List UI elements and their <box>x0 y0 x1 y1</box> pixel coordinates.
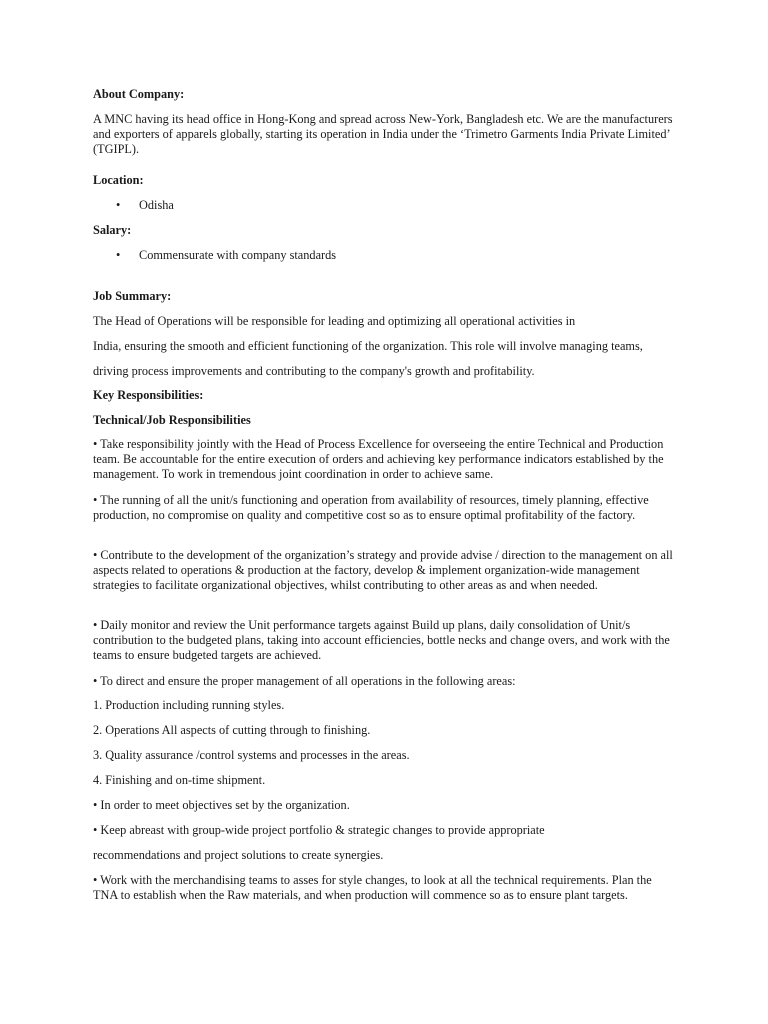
technical-responsibilities-subheading: Technical/Job Responsibilities <box>93 413 251 427</box>
job-summary-line-3: driving process improvements and contributing to the company's growth and profitability. <box>93 364 535 378</box>
location-value: Odisha <box>139 198 174 212</box>
key-responsibilities-heading: Key Responsibilities: <box>93 388 204 402</box>
responsibility-paragraph: recommendations and project solutions to create synergies. <box>93 848 384 862</box>
responsibility-paragraph: • Keep abreast with group-wide project portfolio & strategic changes to provide appropriate <box>93 823 545 837</box>
responsibility-paragraph: • Take responsibility jointly with the Head of Process Excellence for overseeing the entire Technical and Production team. Be accountable for the entire execution of orders and achieving key performance indicators established by the management. To work in tremendous joint coordination in order to achieve same. <box>93 437 664 481</box>
responsibility-paragraph: • Daily monitor and review the Unit performance targets against Build up plans, daily consolidation of Unit/s contribution to the budgeted plans, taking into account efficiencies, bottle necks and change overs, and work with the teams to ensure budgeted targets are achieved. <box>93 618 670 662</box>
responsibility-paragraph: • In order to meet objectives set by the organization. <box>93 798 350 812</box>
numbered-item: 4. Finishing and on-time shipment. <box>93 773 266 787</box>
location-list-item <box>116 198 616 213</box>
responsibility-paragraph: • The running of all the unit/s functioning and operation from availability of resources, timely planning, effective production, no compromise on quality and competitive cost so as to ensure optimal profitability of the factory. <box>93 493 649 522</box>
numbered-item: 3. Quality assurance /control systems and processes in the areas. <box>93 748 410 762</box>
numbered-item: 2. Operations All aspects of cutting through to finishing. <box>93 723 371 737</box>
about-heading: About Company: <box>93 87 185 101</box>
job-summary-line-2: India, ensuring the smooth and efficient functioning of the organization. This role will involve managing teams, <box>93 339 643 353</box>
salary-heading: Salary: <box>93 223 132 237</box>
salary-list-item <box>116 248 616 263</box>
responsibility-paragraph: • Work with the merchandising teams to asses for style changes, to look at all the technical requirements. Plan the TNA to establish when the Raw materials, and when production will commence so as to ensure plant targets. <box>93 873 652 902</box>
job-summary-heading: Job Summary: <box>93 289 172 303</box>
numbered-item: 1. Production including running styles. <box>93 698 285 712</box>
salary-value: Commensurate with company standards <box>139 248 337 262</box>
responsibility-paragraph: • Contribute to the development of the organization’s strategy and provide advise / direction to the management on all aspects related to operations & production at the factory, develop & implement organization-wide management strategies to facilitate organizational objectives, whilst contributing to other areas as and when needed. <box>93 548 673 592</box>
bullet-icon: • <box>116 248 121 262</box>
bullet-icon: • <box>116 198 121 212</box>
about-text: A MNC having its head office in Hong-Kong and spread across New-York, Bangladesh etc. We are the manufacturers and exporters of apparels globally, starting its operation in India under the ‘Trimetro Garments India Private Limited’ (TGIPL). <box>93 112 673 156</box>
location-heading: Location: <box>93 173 144 187</box>
job-summary-line-1: The Head of Operations will be responsible for leading and optimizing all operational activities in <box>93 314 576 328</box>
responsibility-paragraph: • To direct and ensure the proper management of all operations in the following areas: <box>93 674 516 688</box>
